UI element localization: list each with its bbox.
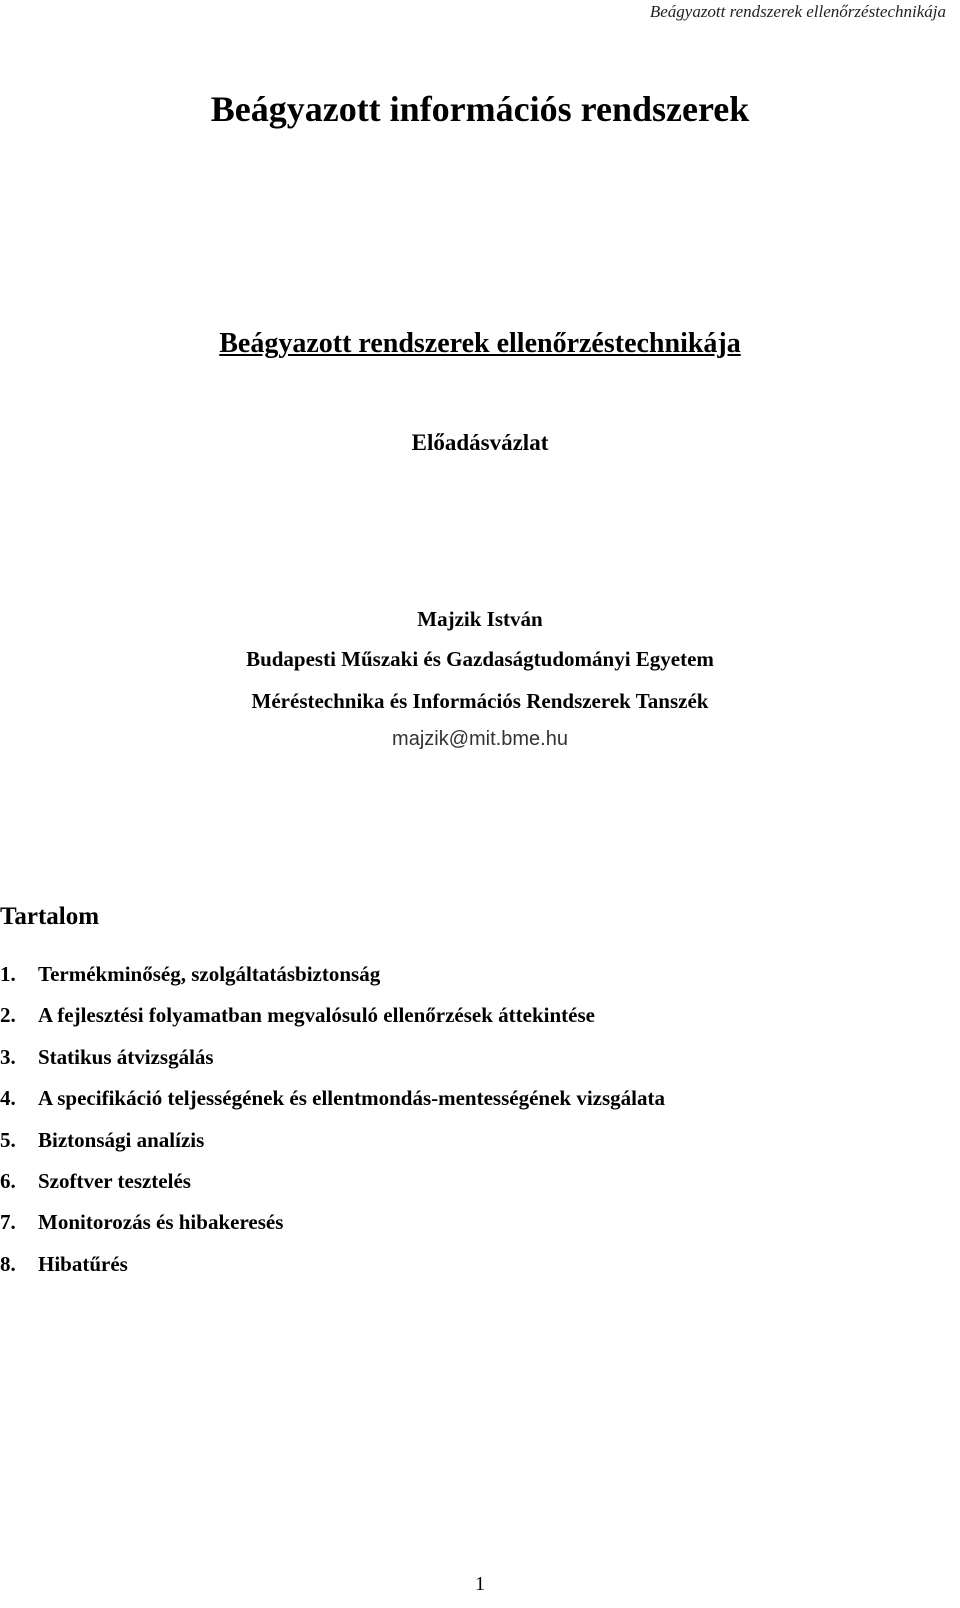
toc-item (0, 1084, 665, 1125)
toc-item-label: A specifikáció teljességének és ellentmondás-mentességének vizsgálata (38, 1086, 665, 1111)
author-block (0, 600, 960, 756)
toc-item-number: 8. (0, 1251, 16, 1276)
toc-item-label: A fejlesztési folyamatban megvalósuló ellenőrzések áttekintése (38, 1003, 595, 1028)
toc-item (0, 960, 665, 1001)
toc-item-number: 7. (0, 1210, 16, 1235)
toc-list (0, 960, 665, 1291)
author-name: Majzik István (417, 607, 543, 631)
author-email: majzik@mit.bme.hu (392, 728, 568, 750)
toc-item-number: 5. (0, 1127, 16, 1152)
document-type: Előadásvázlat (411, 430, 549, 455)
toc-item (0, 1126, 665, 1167)
toc-item (0, 1208, 665, 1249)
toc-item-label: Termékminőség, szolgáltatásbiztonság (38, 962, 381, 986)
toc-item-label: Hibatűrés (38, 1251, 128, 1276)
toc-item-label: Biztonsági analízis (38, 1127, 205, 1152)
toc-item-number: 1. (0, 962, 16, 986)
author-university: Budapesti Műszaki és Gazdaságtudományi Egyetem (246, 647, 714, 671)
toc-item-label: Szoftver tesztelés (38, 1168, 191, 1193)
toc-title: Tartalom (0, 903, 100, 930)
page-number: 1 (475, 1573, 485, 1595)
toc-item-label: Monitorozás és hibakeresés (38, 1210, 284, 1235)
toc-item (0, 1167, 665, 1208)
toc-item-number: 4. (0, 1086, 16, 1111)
toc-item (0, 1250, 665, 1291)
document-title: Beágyazott információs rendszerek (210, 89, 750, 129)
toc-item-number: 3. (0, 1044, 16, 1069)
running-header: Beágyazott rendszerek ellenőrzéstechnikája (649, 2, 946, 21)
document-subtitle: Beágyazott rendszerek ellenőrzéstechnikája (219, 328, 741, 359)
toc-item (0, 1001, 665, 1042)
author-department: Méréstechnika és Információs Rendszerek Tanszék (251, 689, 709, 713)
toc-item-number: 2. (0, 1003, 16, 1028)
toc-item-number: 6. (0, 1168, 16, 1193)
toc-item-label: Statikus átvizsgálás (38, 1044, 214, 1069)
toc-item (0, 1043, 665, 1084)
